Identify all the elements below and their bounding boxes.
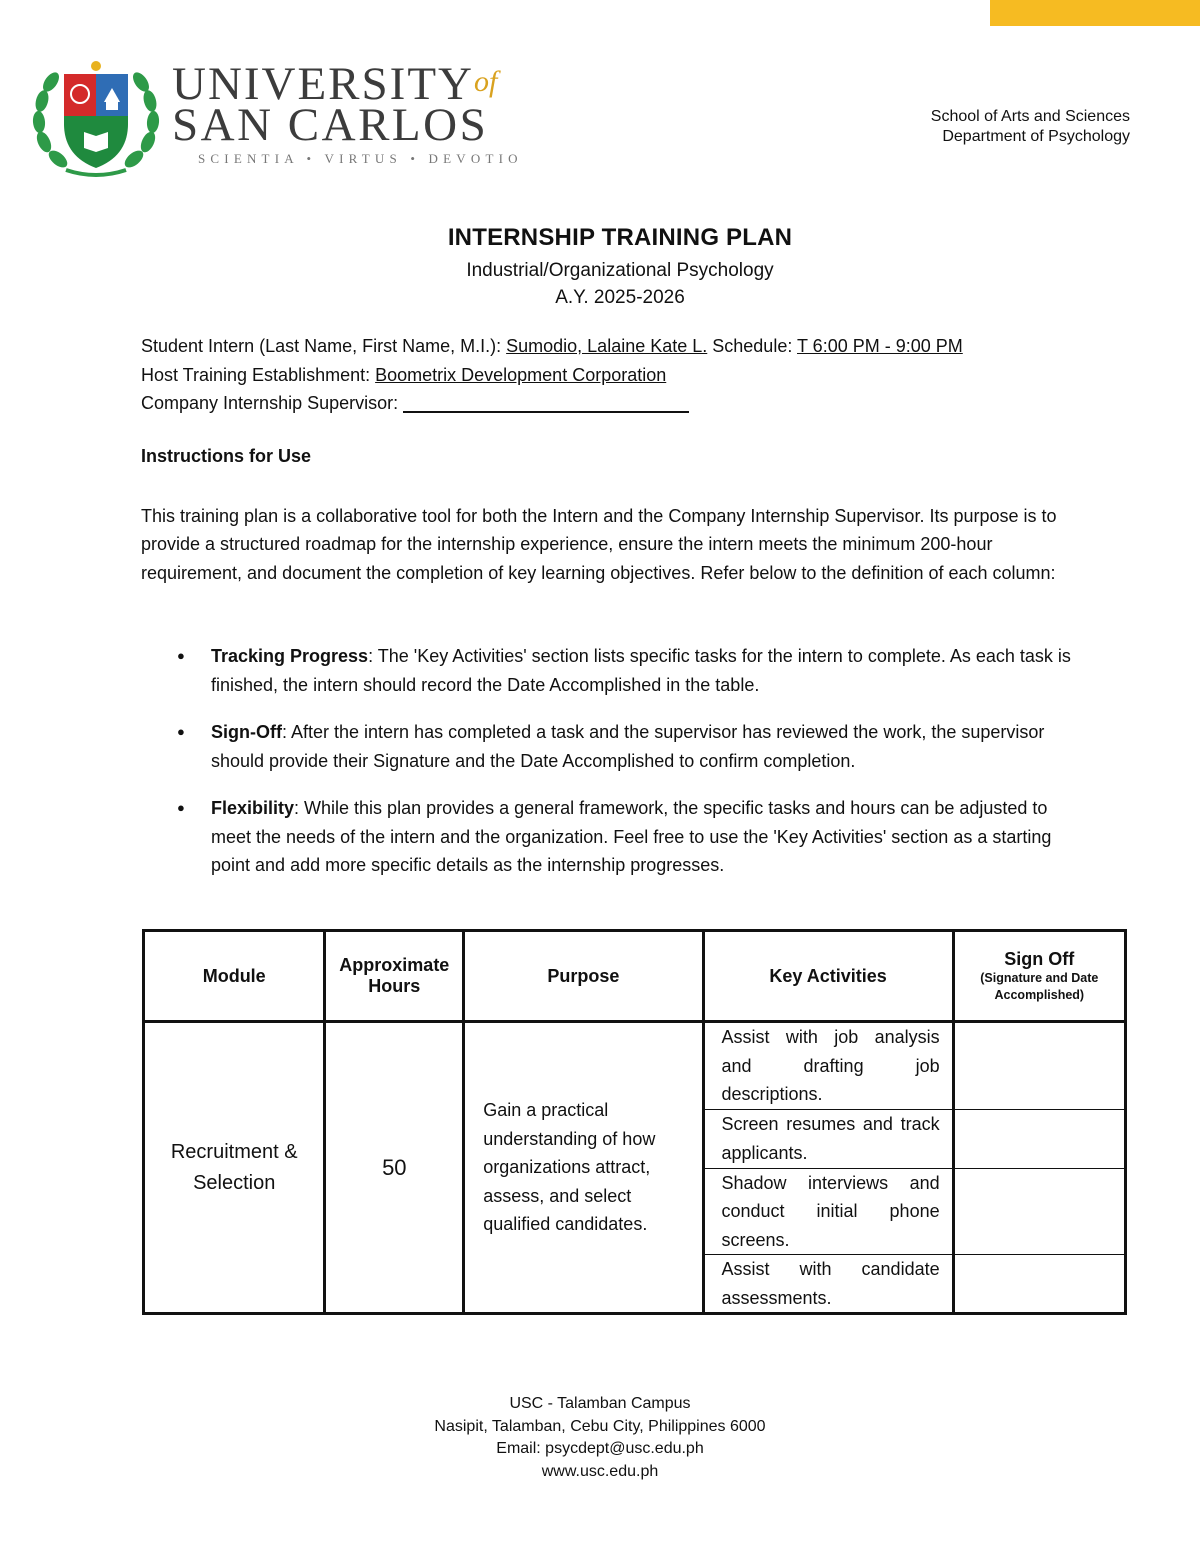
page-footer — [0, 1393, 1200, 1483]
col-header-module: Module — [144, 931, 325, 1022]
document-title: INTERNSHIP TRAINING PLAN — [447, 224, 793, 251]
col-header-sign-off: Sign Off (Signature and Date Accomplished) — [953, 931, 1125, 1022]
university-wordmark — [172, 58, 523, 168]
intern-line: Student Intern (Last Name, First Name, M.I.): Sumodio, Lalaine Kate L. Schedule: T 6:00 PM - 9:00 PM — [141, 336, 963, 356]
school-name: School of Arts and Sciences — [930, 108, 1130, 125]
program-name: Industrial/Organizational Psychology — [466, 260, 774, 281]
schedule-value: T 6:00 PM - 9:00 PM — [797, 336, 963, 356]
wordmark-motto: SCIENTIA • VIRTUS • DEVOTIO — [198, 151, 523, 166]
wordmark-line1: UNIVERSITYof — [172, 58, 498, 110]
instructions-paragraph: This training plan is a collaborative tool for both the Intern and the Company Internship Supervisor. Its purpose is to provide a structured roadmap for the internship experience, ensure the intern meets the minimum 200-hour requirement, and document the completion of key learning objectives. Refer below to the definition of each column: — [141, 506, 1057, 583]
host-value: Boometrix Development Corporation — [375, 364, 667, 385]
table-header-row — [144, 931, 1126, 1022]
activity-cell: Assist with job analysis and drafting job descriptions. — [703, 1022, 953, 1110]
training-plan-table — [142, 929, 1127, 1315]
footer-address: Nasipit, Talamban, Cebu City, Philippines 6000 — [434, 1417, 766, 1435]
col-header-purpose: Purpose — [464, 931, 703, 1022]
bullet-flexibility: ● Flexibility: While this plan provides a general framework, the specific tasks and hours can be adjusted to meet the needs of the intern and the organization. Feel free to use the 'Key Activities' section as a starting point and add more specific details as the internship progresses. — [141, 794, 1076, 880]
supervisor-blank-field[interactable] — [403, 395, 689, 413]
footer-email: Email: psycdept@usc.edu.ph — [496, 1440, 704, 1457]
bullet-sign-off: ● Sign-Off: After the intern has completed a task and the supervisor has reviewed the work, the supervisor should provide their Signature and the Date Accomplished to confirm completion. — [141, 718, 1076, 775]
host-line: Host Training Establishment: Boometrix Development Corporation — [141, 364, 667, 385]
academic-year: A.Y. 2025-2026 — [555, 287, 685, 308]
purpose-cell: Gain a practical understanding of how organizations attract, assess, and select qualified candidates. — [464, 1022, 703, 1314]
bullet-tracking-progress: ● Tracking Progress: The 'Key Activities' section lists specific tasks for the intern to complete. As each task is finished, the intern should record the Date Accomplished in the table. — [141, 642, 1076, 699]
activity-cell: Shadow interviews and conduct initial phone screens. — [703, 1168, 953, 1255]
department-header — [931, 107, 1130, 147]
intern-name-value: Sumodio, Lalaine Kate L. — [506, 336, 708, 356]
hours-cell: 50 — [325, 1022, 464, 1314]
signoff-cell[interactable] — [953, 1255, 1125, 1314]
wordmark-line2: SAN CARLOS — [172, 99, 489, 151]
instructions-list — [141, 642, 1076, 899]
footer-campus: USC - Talamban Campus — [509, 1395, 691, 1412]
signoff-cell[interactable] — [953, 1022, 1125, 1110]
table-row — [144, 1022, 1126, 1110]
university-crest-logo — [30, 52, 162, 180]
accent-corner-bar — [990, 0, 1200, 26]
document-subtitle — [0, 257, 1200, 311]
signoff-cell[interactable] — [953, 1168, 1125, 1255]
col-header-hours: Approximate Hours — [325, 931, 464, 1022]
instructions-heading: Instructions for Use — [141, 446, 312, 466]
department-name: Department of Psychology — [942, 128, 1130, 145]
col-header-key-activities: Key Activities — [703, 931, 953, 1022]
supervisor-line: Company Internship Supervisor: — [141, 389, 963, 418]
activity-cell: Assist with candidate assessments. — [703, 1255, 953, 1314]
signoff-cell[interactable] — [953, 1109, 1125, 1168]
intern-info-block — [141, 332, 963, 418]
activity-cell: Screen resumes and track applicants. — [703, 1109, 953, 1168]
module-cell: Recruitment & Selection — [144, 1022, 325, 1314]
footer-website: www.usc.edu.ph — [541, 1462, 659, 1480]
